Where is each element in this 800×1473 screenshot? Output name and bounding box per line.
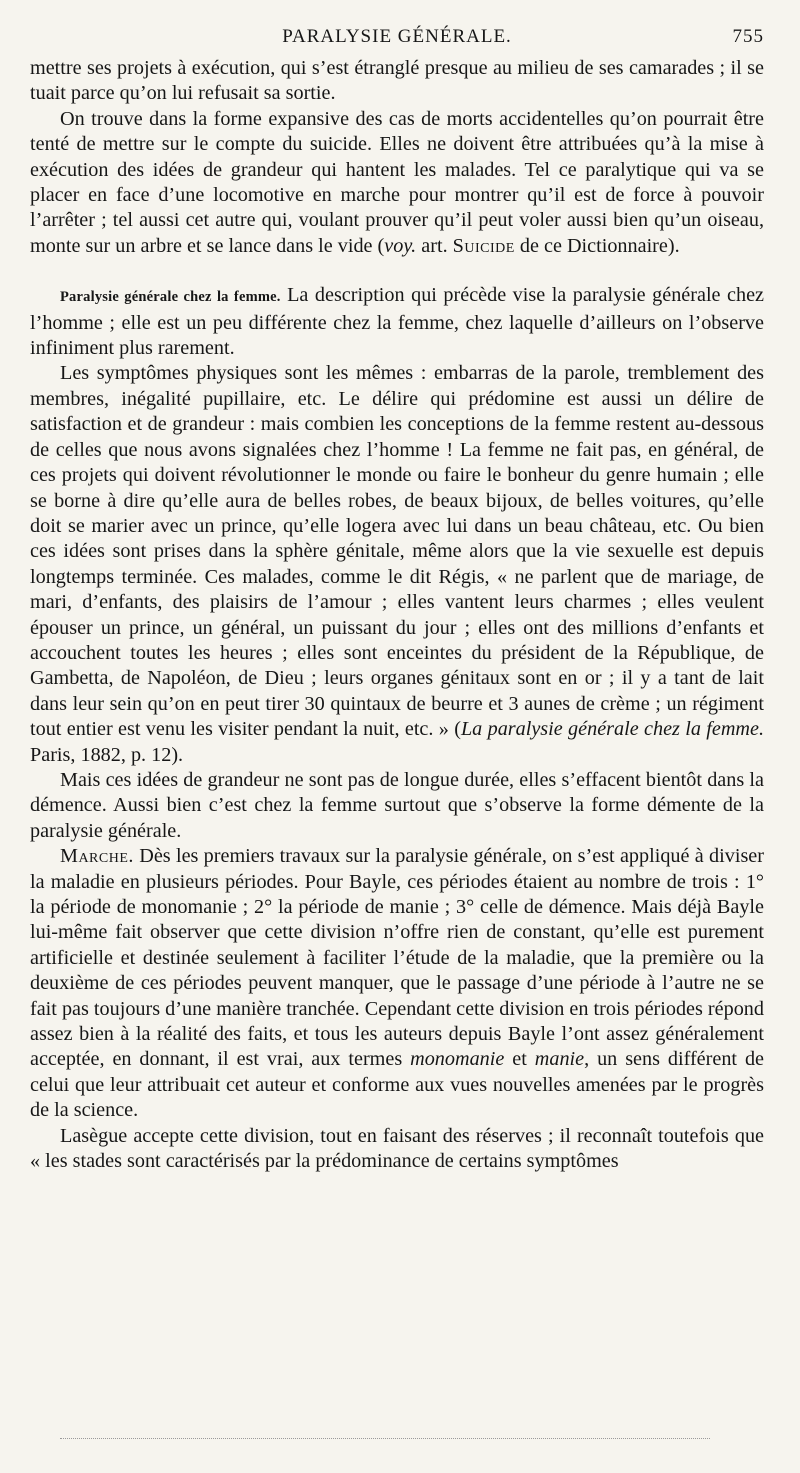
paragraph-5: Mais ces idées de grandeur ne sont pas de longue durée, elles s’effacent bientôt dans la démence. Aussi bien c’est chez la femme surtout que s’observe la forme démente de la paralysie générale. (30, 768, 764, 842)
body-text (30, 56, 764, 1174)
page (30, 26, 764, 1174)
paragraph-4: Les symptômes physiques sont les mêmes : embarras de la parole, tremblement des membres, inégalité pupillaire, etc. Le délire qui prédomine est aussi un délire de satisfaction et de grandeur : mais combien les conceptions de la femme restent au-dessous de celles que nous avons signalées chez l’homme ! La femme ne fait pas, en général, de ces projets qui doivent révolutionner le monde ou faire le bonheur du genre humain ; elle se borne à dire qu’elle aura de belles robes, de beaux bijoux, de belles voitures, qu’elle doit se marier avec un prince, qu’elle logera avec lui dans un beau château, etc. Ou bien ces idées sont prises dans la sphère génitale, même alors que la vie sexuelle est depuis longtemps terminée. Ces malades, comme le dit Régis, « ne parlent que de mariage, de mari, d’enfants, des plaisirs de l’amour ; elles vantent leurs charmes ; elles veulent épouser un prince, un général, un puissant du jour ; elles ont des millions d’enfants et accouchent toutes les heures ; elles sont enceintes du président de la République, de Gambetta, de Napoléon, de Dieu ; leurs organes génitaux sont en or ; il y a tant de lait dans leur sein qu’on en peut tirer 30 quintaux de beurre et 3 aunes de crème ; un régiment tout entier est venu les visiter pendant la nuit, etc. » (La paralysie générale chez la femme. Paris, 1882, p. 12). (30, 362, 765, 766)
paragraph-2: On trouve dans la forme expansive des cas de morts accidentelles qu’on pourrait être tenté de mettre sur le compte du suicide. Elles ne doivent être attribuées qu’à la mise à exécution des idées de grandeur qui hantent les malades. Tel ce paralytique qui va se placer en face d’une locomotive en marche pour montrer qu’il est de force à pouvoir l’arrêter ; tel aussi cet autre qui, voulant prouver qu’il peut voler aussi bien qu’un oiseau, monte sur un arbre et se lance dans le vide (voy. art. Suicide de ce Dictionnaire). (30, 107, 764, 257)
page-number: 755 (732, 26, 764, 47)
paragraph-3: Paralysie générale chez la femme. La description qui précède vise la paralysie générale chez l’homme ; elle est un peu différente chez la femme, chez laquelle d’ailleurs on l’observe infiniment plus rarement. (30, 284, 764, 360)
paragraph-7: Lasègue accepte cette division, tout en faisant des réserves ; il reconnaît toutefois que « les stades sont caractérisés par la prédominance de certains symptômes (30, 1124, 764, 1173)
section-title-femme: Paralysie générale chez la femme. (60, 289, 281, 306)
paragraph-1: mettre ses projets à exécution, qui s’est étranglé presque au milieu de ses camarades ; il se tuait parce qu’on lui refusait sa sortie. (30, 57, 764, 105)
paragraph-6: Marche. Dès les premiers travaux sur la paralysie générale, on s’est appliqué à diviser la maladie en plusieurs périodes. Pour Bayle, ces périodes étaient au nombre de trois : 1° la période de monomanie ; 2° la période de manie ; 3° celle de démence. Mais déjà Bayle lui-même fait observer que cette division n’offre rien de constant, qu’elle est purement artificielle et destinée seulement à faciliter l’étude de la maladie, que la première ou la deuxième de ces périodes peuvent manquer, que le passage d’une période à l’autre ne se fait pas toujours d’une manière tranchée. Cependant cette division en trois périodes répond assez bien à la réalité des faits, et tous les auteurs depuis Bayle l’ont assez généralement acceptée, en donnant, il est vrai, aux termes monomanie et manie, un sens différent de celui que leur attribuait cet auteur et conforme aux vues nouvelles amenées par le progrès de la science. (30, 845, 765, 1122)
running-title: PARALYSIE GÉNÉRALE. (282, 26, 512, 47)
section-title-marche: Marche. (60, 845, 134, 868)
page-header (30, 26, 764, 56)
footer-rule (60, 1438, 710, 1439)
